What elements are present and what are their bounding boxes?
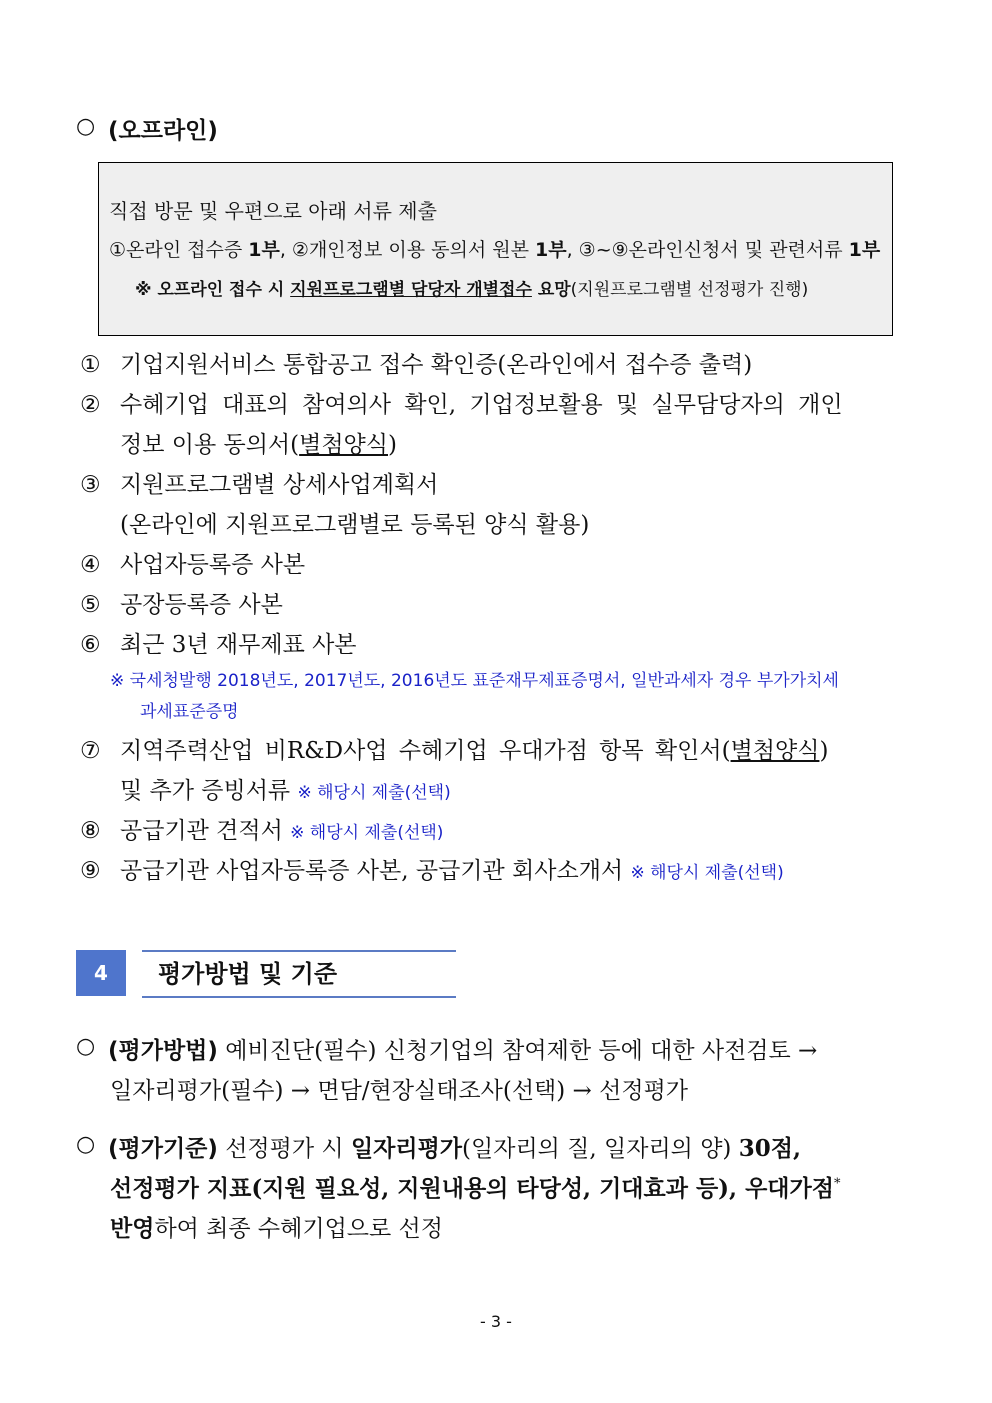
item-cont-close: ) — [388, 432, 397, 458]
method-bullet: ○ — [76, 1034, 96, 1059]
criteria-footnote-mark: * — [833, 1176, 841, 1192]
criteria-text-a: 선정평가 시 — [217, 1136, 351, 1162]
attachment-form-link: 별첨양식 — [299, 432, 388, 458]
item-text: 공장등록증 사본 — [120, 592, 283, 618]
submission-box — [98, 162, 893, 336]
box-line-2-b: , ②개인정보 이용 동의서 원본 — [279, 239, 535, 261]
offline-bullet: ○ — [76, 114, 96, 139]
item-6-note-line-1: ※ 국세청발행 2018년도, 2017년도, 2016년도 표준재무제표증명서, 일반과세자 경우 부가가치세 — [110, 671, 839, 691]
list-item-7-cont — [120, 772, 451, 805]
box-line-3-mark: ※ 오프라인 접수 시 — [135, 280, 291, 300]
criteria-line-1 — [108, 1130, 801, 1163]
item-number: ⑤ — [80, 592, 101, 618]
criteria-line-2-text: 선정평가 지표(지원 필요성, 지원내용의 타당성, 기대효과 등), 우대가점 — [110, 1175, 834, 1202]
section-4-number: 4 — [76, 950, 126, 996]
item-number: ⑥ — [80, 632, 101, 658]
item-text: 지원프로그램별 상세사업계획서 — [120, 472, 439, 498]
item-number: ② — [80, 392, 101, 418]
box-line-2-a-bold: 1부 — [248, 239, 280, 261]
criteria-text-b: 일자리평가 — [350, 1135, 463, 1162]
offline-heading: (오프라인) — [108, 118, 218, 144]
item-text: 수혜기업 대표의 참여의사 확인, 기업정보활용 및 실무담당자의 개인 — [120, 392, 843, 418]
list-item-3 — [80, 466, 438, 499]
criteria-label: (평가기준) — [108, 1136, 218, 1162]
item-text: 지역주력산업 비R&D사업 수혜기업 우대가점 항목 확인서( — [120, 738, 731, 764]
item-6-note-line-2: 과세표준증명 — [140, 702, 239, 722]
criteria-bullet: ○ — [76, 1132, 96, 1157]
method-text: 예비진단(필수) 신청기업의 참여제한 등에 대한 사전검토 → — [217, 1038, 818, 1064]
box-line-3 — [135, 275, 808, 300]
criteria-line-3-text: 하여 최종 수혜기업으로 선정 — [154, 1216, 443, 1242]
box-line-2-c: , ③~⑨온라인신청서 및 관련서류 — [566, 239, 849, 261]
item-number: ⑦ — [80, 738, 101, 764]
list-item-1 — [80, 346, 752, 379]
list-item-2-cont — [120, 426, 397, 459]
item-cont-text: 정보 이용 동의서( — [120, 432, 300, 458]
criteria-line-3-bold: 반영 — [110, 1215, 155, 1242]
optional-note: ※ 해당시 제출(선택) — [290, 823, 444, 843]
box-line-3-underlined: 지원프로그램별 담당자 개별접수 — [290, 280, 532, 300]
item-number: ⑨ — [80, 858, 101, 884]
list-item-8 — [80, 812, 443, 845]
method-label: (평가방법) — [108, 1038, 218, 1064]
item-text-close: ) — [819, 738, 829, 764]
box-line-2-c-bold: 1부 — [848, 239, 881, 261]
criteria-text-d: 30점, — [738, 1135, 801, 1162]
criteria-line-2 — [110, 1170, 840, 1203]
list-item-3-cont: (온라인에 지원프로그램별로 등록된 양식 활용) — [120, 512, 590, 538]
item-number: ④ — [80, 552, 101, 578]
section-4-title: 평가방법 및 기준 — [142, 950, 456, 998]
box-line-3-tail: (지원프로그램별 선정평가 진행) — [570, 280, 809, 300]
item-text: 공급기관 사업자등록증 사본, 공급기관 회사소개서 — [120, 858, 631, 884]
list-item-9 — [80, 852, 784, 885]
item-text: 최근 3년 재무제표 사본 — [120, 632, 357, 658]
list-item-4 — [80, 546, 305, 579]
box-line-2-b-bold: 1부 — [535, 239, 567, 261]
list-item-2 — [80, 386, 920, 419]
item-text: 사업자등록증 사본 — [120, 552, 306, 578]
item-number: ① — [80, 352, 101, 378]
method-line-1 — [108, 1032, 817, 1065]
box-line-1: 직접 방문 및 우편으로 아래 서류 제출 — [109, 199, 437, 223]
box-line-2-a: ①온라인 접수증 — [109, 239, 249, 261]
page-number: - 3 - — [480, 1312, 512, 1331]
item-cont-text: 및 추가 증빙서류 — [120, 778, 298, 804]
optional-note: ※ 해당시 제출(선택) — [630, 863, 784, 883]
box-line-3-bold-tail: 요망 — [531, 280, 571, 300]
attachment-form-link: 별첨양식 — [730, 738, 820, 764]
criteria-text-c: (일자리의 질, 일자리의 양) — [462, 1136, 739, 1162]
box-line-2 — [109, 235, 880, 262]
item-number: ③ — [80, 472, 101, 498]
optional-note: ※ 해당시 제출(선택) — [297, 783, 451, 803]
item-text: 공급기관 견적서 — [120, 818, 291, 844]
criteria-line-3 — [110, 1210, 443, 1243]
list-item-7 — [80, 732, 828, 765]
list-item-5 — [80, 586, 283, 619]
list-item-6 — [80, 626, 357, 659]
item-number: ⑧ — [80, 818, 101, 844]
item-text: 기업지원서비스 통합공고 접수 확인증(온라인에서 접수증 출력) — [120, 352, 753, 378]
method-line-2: 일자리평가(필수) → 면담/현장실태조사(선택) → 선정평가 — [110, 1078, 689, 1104]
